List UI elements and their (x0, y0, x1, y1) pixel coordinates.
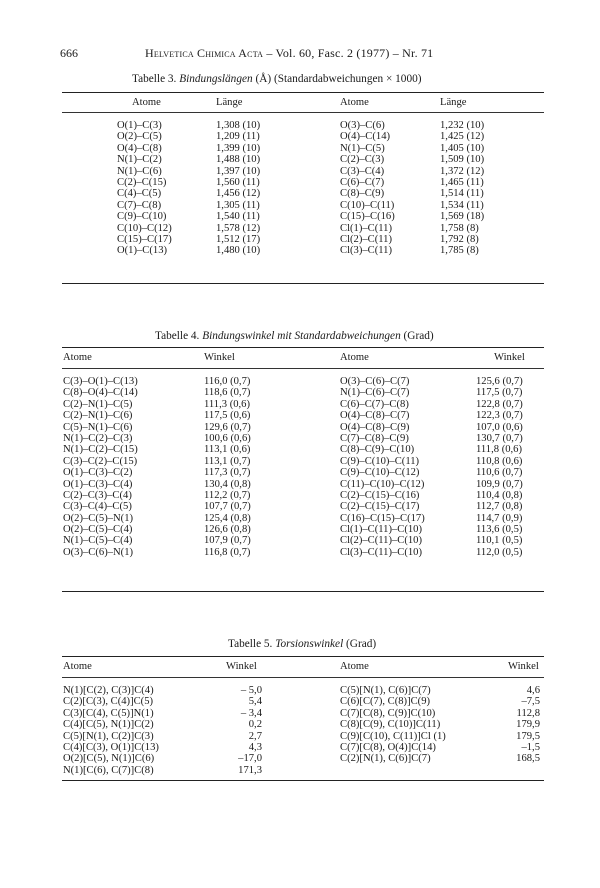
table-cell: N(1)[C(2), C(3)]C(4) (63, 685, 154, 696)
table-cell: C(2)[N(1), C(6)]C(7) (340, 753, 431, 765)
table-cell: C(11)–C(10)–C(12) (340, 478, 425, 490)
table-cell: C(15)–C(17) (117, 233, 172, 245)
table-cell: O(3)–C(6)–N(1) (63, 546, 134, 558)
table-cell: O(1)–C(3)–C(4) (63, 478, 133, 490)
table-cell: O(2)–C(5)–N(1) (63, 512, 134, 524)
table-cell: 2,7 (248, 730, 262, 742)
table5-header-angle-left: Winkel (226, 661, 257, 672)
table4-col-angle-right (476, 376, 523, 558)
table-cell: 1,512 (17) (216, 233, 261, 245)
table-cell: 4,6 (526, 685, 540, 696)
table-cell: 111,8 (0,6) (476, 444, 522, 456)
table-cell: C(5)[N(1), C(6)]C(7) (340, 685, 431, 696)
table-cell: C(2)–C(15)–C(16) (340, 489, 420, 501)
table-cell: 1,560 (11) (216, 176, 260, 188)
table-cell: 113,1 (0,6) (204, 444, 251, 456)
table-cell: C(7)[C(8), O(4)]C(14) (340, 741, 436, 753)
table3-col-atoms-right (340, 120, 395, 257)
table-cell: Cl(2)–C(11)–C(10) (340, 535, 422, 547)
table-cell: O(4)–C(8)–C(9) (340, 421, 410, 433)
table-cell: C(2)–N(1)–C(6) (63, 410, 133, 422)
journal-line (145, 46, 433, 61)
table-cell: N(1)–C(6) (117, 165, 162, 177)
table4-caption-title: Bindungswinkel mit Standardabweichungen (202, 330, 401, 342)
table4-col-atoms-left (63, 376, 138, 558)
table4-caption-label: Tabelle 4. (155, 330, 203, 342)
table-cell: 1,792 (8) (440, 233, 479, 245)
table4-bottom-rule (62, 591, 544, 592)
table-cell: C(2)–C(15)–C(17) (340, 501, 420, 513)
table-cell: 1,305 (11) (216, 199, 260, 211)
table-cell: 126,6 (0,8) (204, 524, 251, 536)
table-cell: 125,6 (0,7) (476, 376, 523, 387)
page-number: 666 (60, 46, 78, 60)
table-cell: O(2)–C(5) (117, 131, 162, 143)
table-cell: N(1)–C(6)–C(7) (340, 387, 410, 399)
table-cell: 110,6 (0,7) (476, 467, 523, 479)
table5-caption-title: Torsionswinkel (275, 638, 344, 650)
journal-issue: – Vol. 60, Fasc. 2 (1977) – Nr. 71 (263, 46, 434, 60)
table-cell: C(7)[C(8), C(9)]C(10) (340, 707, 436, 719)
table-cell: – 5,0 (240, 685, 262, 696)
table-cell: 100,6 (0,6) (204, 432, 251, 444)
table-cell: O(2)–C(5)–C(4) (63, 524, 133, 536)
table-cell: O(1)–C(3)–C(2) (63, 467, 133, 479)
table-cell: O(2)[C(5), N(1)]C(6) (63, 753, 155, 765)
table-cell: 116,0 (0,7) (204, 376, 251, 387)
table5-col-angle-left (210, 685, 262, 776)
table-cell: C(3)–O(1)–C(13) (63, 376, 138, 387)
table-cell: O(1)–C(13) (117, 245, 168, 257)
table-cell: N(1)–C(5) (340, 142, 385, 154)
table-cell: O(4)–C(8) (117, 142, 162, 154)
journal-name: Helvetica Chimica Acta (145, 46, 264, 60)
table-cell: C(9)–C(10)–C(11) (340, 455, 420, 467)
table4-header-rule (62, 368, 544, 369)
table-cell: 1,399 (10) (216, 142, 261, 154)
table-cell: 1,425 (12) (440, 131, 485, 143)
table-cell: 1,540 (11) (216, 211, 260, 223)
table-cell: O(4)–C(14) (340, 131, 391, 143)
table-cell: C(8)–C(9) (340, 188, 385, 200)
table-cell: C(2)–N(1)–C(5) (63, 398, 133, 410)
table3-caption-title: Bindungslängen (179, 73, 253, 85)
table-cell: C(8)[C(9), C(10)]C(11) (340, 719, 441, 731)
table-cell: 130,4 (0,8) (204, 478, 251, 490)
table4-header-atoms-right: Atome (340, 352, 369, 363)
table-cell: C(2)–C(15) (117, 176, 167, 188)
table3-header-length-left: Länge (216, 97, 243, 108)
table-cell: C(8)–O(4)–C(14) (63, 387, 138, 399)
table3-caption-unit: (Å) (Standardabweichungen × 1000) (252, 73, 422, 85)
table-cell: 111,3 (0,6) (204, 398, 250, 410)
table4-header-atoms-left: Atome (63, 352, 92, 363)
table-cell: C(6)[C(7), C(8)]C(9) (340, 696, 431, 708)
table-cell: 1,578 (12) (216, 222, 261, 234)
table-cell: 1,514 (11) (440, 188, 484, 200)
table4-caption-unit: (Grad) (400, 330, 434, 342)
table-cell: 118,6 (0,7) (204, 387, 251, 399)
table3-col-atoms-left (117, 120, 172, 257)
table-cell: Cl(1)–C(11) (340, 222, 392, 234)
table-cell: 107,9 (0,7) (204, 535, 251, 547)
table-cell: – 3,4 (240, 707, 262, 719)
table-cell: –1,5 (521, 741, 540, 753)
table-cell: 125,4 (0,8) (204, 512, 251, 524)
table4-top-rule (62, 347, 544, 348)
table-cell: N(1)–C(2) (117, 154, 162, 166)
table-cell: 1,465 (11) (440, 176, 484, 188)
table-cell: 1,372 (12) (440, 165, 485, 177)
table-cell: 107,7 (0,7) (204, 501, 251, 513)
table5-col-atoms-right (340, 685, 446, 765)
table-cell: 1,785 (8) (440, 245, 479, 257)
table4-col-atoms-right (340, 376, 425, 558)
table4-header-angle-left: Winkel (204, 352, 235, 363)
table5-bottom-rule (62, 780, 544, 781)
table-cell: 129,6 (0,7) (204, 421, 251, 433)
table-cell: 122,8 (0,7) (476, 398, 523, 410)
table-cell: N(1)–C(2)–C(3) (63, 432, 133, 444)
table-cell: C(9)[C(10), C(11)]Cl (1) (340, 730, 446, 742)
table-cell: 130,7 (0,7) (476, 432, 523, 444)
table-cell: N(1)[C(6), C(7)]C(8) (63, 764, 154, 776)
table4-header-angle-right: Winkel (494, 352, 525, 363)
table-cell: 1,509 (10) (440, 154, 485, 166)
table3-caption-label: Tabelle 3. (132, 73, 180, 85)
table-cell: Cl(3)–C(11) (340, 245, 392, 257)
table-cell: 113,6 (0,5) (476, 524, 523, 536)
table-cell: 1,488 (10) (216, 154, 261, 166)
table-cell: Cl(3)–C(11)–C(10) (340, 546, 422, 558)
table-cell: 110,1 (0,5) (476, 535, 523, 547)
table-cell: C(3)–C(2)–C(15) (63, 455, 138, 467)
table-cell: C(5)[N(1), C(2)]C(3) (63, 730, 154, 742)
table-cell: C(7)–C(8)–C(9) (340, 432, 409, 444)
table-cell: 116,8 (0,7) (204, 546, 251, 558)
table-cell: 112,7 (0,8) (476, 501, 523, 513)
table-cell: 117,3 (0,7) (204, 467, 251, 479)
table5-caption (228, 638, 376, 650)
table-cell: C(4)[C(5), N(1)]C(2) (63, 719, 154, 731)
table-cell: 1,569 (18) (440, 211, 485, 223)
table-cell: C(6)–C(7) (340, 176, 385, 188)
table-cell: 117,5 (0,6) (204, 410, 251, 422)
table-cell: C(3)–C(4) (340, 165, 385, 177)
table-cell: 0,2 (248, 719, 262, 731)
table-cell: 171,3 (238, 764, 262, 776)
table-cell: 1,456 (12) (216, 188, 261, 200)
table-cell: C(3)[C(4), C(5)]N(1) (63, 707, 154, 719)
table3-header-atoms-left: Atome (132, 97, 161, 108)
table-cell: N(1)–C(2)–C(15) (63, 444, 138, 456)
table-cell: C(2)–C(3) (340, 154, 385, 166)
table-cell: –17,0 (238, 753, 262, 765)
table3-caption (132, 73, 422, 85)
table-cell: C(2)[C(3), C(4)]C(5) (63, 696, 154, 708)
table-cell: Cl(2)–C(11) (340, 233, 392, 245)
table-cell: 112,2 (0,7) (204, 489, 251, 501)
table3-header-length-right: Länge (440, 97, 467, 108)
table-cell: 1,758 (8) (440, 222, 479, 234)
table-cell: 4,3 (248, 741, 262, 753)
table-cell: 110,4 (0,8) (476, 489, 523, 501)
table-cell: 1,397 (10) (216, 165, 261, 177)
table-cell: C(7)–C(8) (117, 199, 162, 211)
table-cell: 110,8 (0,6) (476, 455, 523, 467)
table-cell: C(10)–C(12) (117, 222, 172, 234)
table-cell: C(8)–C(9)–C(10) (340, 444, 415, 456)
table-cell: 168,5 (516, 753, 540, 765)
table-cell: C(2)–C(3)–C(4) (63, 489, 132, 501)
table-cell: O(3)–C(6) (340, 120, 385, 131)
table-cell: C(3)–C(4)–C(5) (63, 501, 132, 513)
table-cell: C(4)[C(3), O(1)]C(13) (63, 741, 159, 753)
table-cell: 117,5 (0,7) (476, 387, 523, 399)
table5-header-atoms-right: Atome (340, 661, 369, 672)
table3-col-length-left (216, 120, 260, 257)
table5-col-atoms-left (63, 685, 159, 776)
table-cell: 1,534 (11) (440, 199, 484, 211)
table-cell: 112,0 (0,5) (476, 546, 523, 558)
table4-col-angle-left (204, 376, 251, 558)
table-cell: Cl(1)–C(11)–C(10) (340, 524, 422, 536)
table-cell: 1,209 (11) (216, 131, 260, 143)
table-cell: C(15)–C(16) (340, 211, 395, 223)
table3-top-rule (62, 92, 544, 93)
table4-caption (155, 330, 434, 342)
table-cell: 112,8 (516, 707, 540, 719)
table5-col-angle-right (488, 685, 540, 765)
table-cell: 114,7 (0,9) (476, 512, 523, 524)
table3-col-length-right (440, 120, 484, 257)
table5-caption-unit: (Grad) (343, 638, 377, 650)
table-cell: N(1)–C(5)–C(4) (63, 535, 133, 547)
table-cell: C(4)–C(5) (117, 188, 162, 200)
table5-header-rule (62, 677, 544, 678)
table-cell: 179,9 (516, 719, 540, 731)
table-cell: 109,9 (0,7) (476, 478, 523, 490)
table-cell: O(1)–C(3) (117, 120, 162, 131)
table5-top-rule (62, 656, 544, 657)
table-cell: C(10)–C(11) (340, 199, 395, 211)
table-cell: C(16)–C(15)–C(17) (340, 512, 425, 524)
table-cell: 107,0 (0,6) (476, 421, 523, 433)
table3-header-rule (62, 112, 544, 113)
table-cell: 179,5 (516, 730, 540, 742)
table5-header-angle-right: Winkel (508, 661, 539, 672)
table-cell: C(5)–N(1)–C(6) (63, 421, 133, 433)
table-cell: 1,480 (10) (216, 245, 261, 257)
table-cell: O(3)–C(6)–C(7) (340, 376, 410, 387)
table-cell: 1,232 (10) (440, 120, 485, 131)
table5-caption-label: Tabelle 5. (228, 638, 276, 650)
table3-header-atoms-right: Atome (340, 97, 369, 108)
table-cell: 1,405 (10) (440, 142, 485, 154)
table-cell: 113,1 (0,7) (204, 455, 251, 467)
table-cell: C(9)–C(10) (117, 211, 167, 223)
table-cell: 1,308 (10) (216, 120, 261, 131)
table-cell: 122,3 (0,7) (476, 410, 523, 422)
table-cell: C(6)–C(7)–C(8) (340, 398, 409, 410)
table5-header-atoms-left: Atome (63, 661, 92, 672)
table-cell: C(9)–C(10)–C(12) (340, 467, 420, 479)
table-cell: –7,5 (521, 696, 540, 708)
table3-bottom-rule (62, 283, 544, 284)
table-cell: 5,4 (248, 696, 262, 708)
table-cell: O(4)–C(8)–C(7) (340, 410, 410, 422)
